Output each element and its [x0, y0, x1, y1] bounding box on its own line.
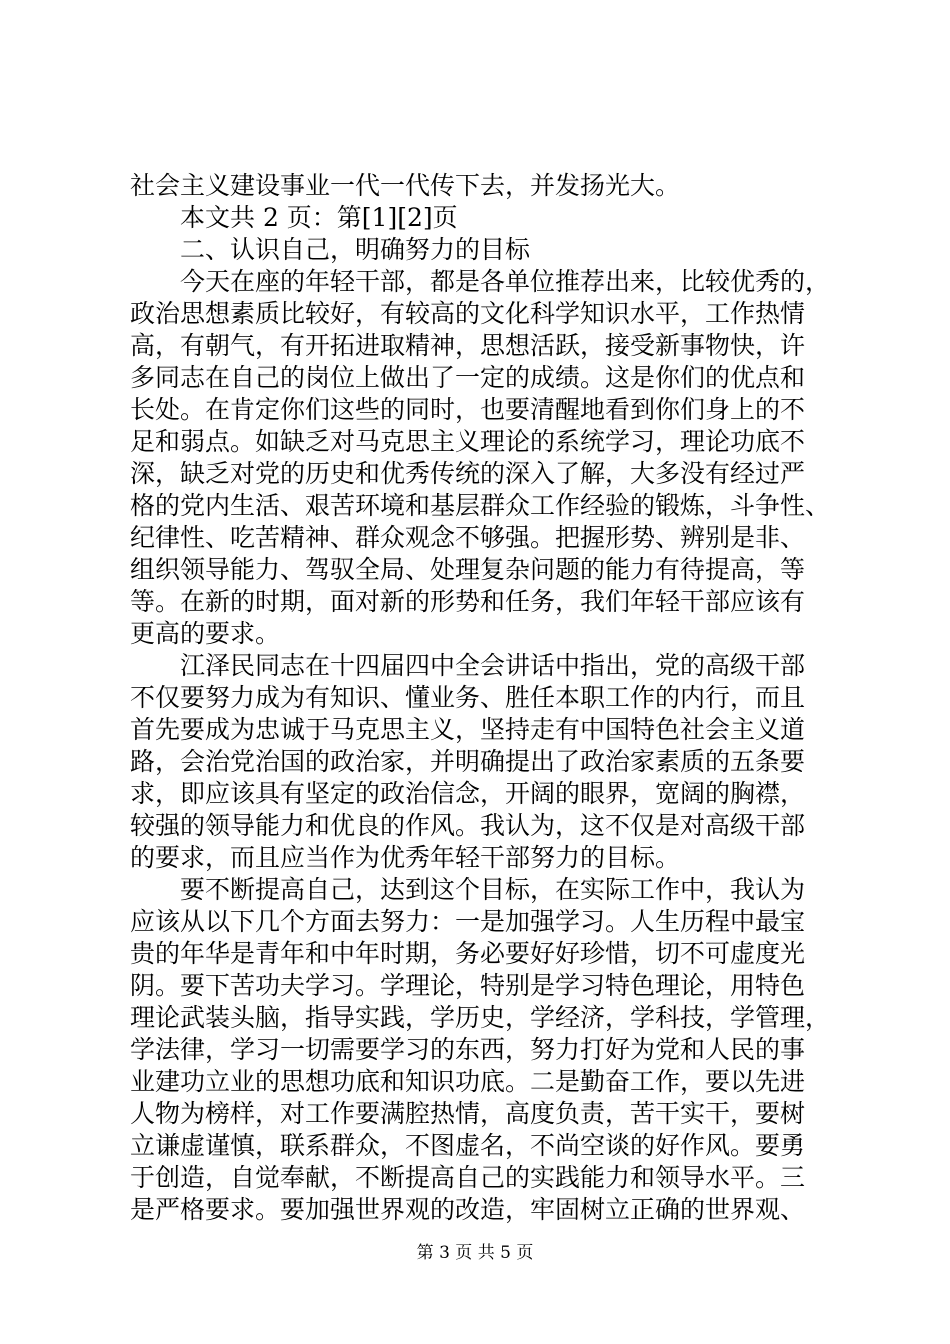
text-line: 理论武装头脑，指导实践，学历史，学经济，学科技，学管理，	[130, 1003, 830, 1032]
text-line: 二、认识自己，明确努力的目标	[180, 235, 531, 264]
text-line: 人物为榜样，对工作要满腔热情，高度负责，苦干实干，要树	[130, 1099, 806, 1128]
text-line: 高，有朝气，有开拓进取精神，思想活跃，接受新事物快，许	[130, 331, 806, 360]
text-line: 等。在新的时期，面对新的形势和任务，我们年轻干部应该有	[130, 587, 806, 616]
text-line: 贵的年华是青年和中年时期，务必要好好珍惜，切不可虚度光	[130, 939, 806, 968]
text-line: 江泽民同志在十四届四中全会讲话中指出，党的高级干部	[180, 651, 806, 680]
text-line: 要不断提高自己，达到这个目标，在实际工作中，我认为	[180, 875, 806, 904]
text-line: 较强的领导能力和优良的作风。我认为，这不仅是对高级干部	[130, 811, 806, 840]
text-line: 长处。在肯定你们这些的同时，也要清醒地看到你们身上的不	[130, 395, 806, 424]
text-line: 足和弱点。如缺乏对马克思主义理论的系统学习，理论功底不	[130, 427, 806, 456]
text-line: 的要求，而且应当作为优秀年轻干部努力的目标。	[130, 843, 681, 872]
text-line: 应该从以下几个方面去努力：一是加强学习。人生历程中最宝	[130, 907, 806, 936]
text-line: 是严格要求。要加强世界观的改造，牢固树立正确的世界观、	[130, 1195, 806, 1224]
text-line: 政治思想素质比较好，有较高的文化科学知识水平，工作热情	[130, 299, 806, 328]
text-line: 首先要成为忠诚于马克思主义，坚持走有中国特色社会主义道	[130, 715, 806, 744]
text-line: 纪律性、吃苦精神、群众观念不够强。把握形势、辨别是非、	[130, 523, 806, 552]
document-body	[130, 170, 830, 1226]
text-line: 深，缺乏对党的历史和优秀传统的深入了解，大多没有经过严	[130, 459, 806, 488]
page-footer	[0, 1242, 950, 1264]
text-line: 格的党内生活、艰苦环境和基层群众工作经验的锻炼，斗争性、	[130, 491, 830, 520]
text-line: 组织领导能力、驾驭全局、处理复杂问题的能力有待提高，等	[130, 555, 806, 584]
text-line: 更高的要求。	[130, 619, 281, 648]
text-line: 学法律，学习一切需要学习的东西，努力打好为党和人民的事	[130, 1035, 806, 1064]
text-line: 于创造，自觉奉献，不断提高自己的实践能力和领导水平。三	[130, 1163, 806, 1192]
text-line: 业建功立业的思想功底和知识功底。二是勤奋工作，要以先进	[130, 1067, 806, 1096]
text-line: 立谦虚谨慎，联系群众，不图虚名，不尚空谈的好作风。要勇	[130, 1131, 806, 1160]
page-number-label: 第 3 页 共 5 页	[416, 1243, 534, 1263]
text-line: 路，会治党治国的政治家，并明确提出了政治家素质的五条要	[130, 747, 806, 776]
text-line: 不仅要努力成为有知识、懂业务、胜任本职工作的内行，而且	[130, 683, 806, 712]
text-line: 今天在座的年轻干部，都是各单位推荐出来，比较优秀的，	[180, 267, 830, 296]
text-line: 求，即应该具有坚定的政治信念，开阔的眼界，宽阔的胸襟，	[130, 779, 806, 808]
text-line: 阴。要下苦功夫学习。学理论，特别是学习特色理论，用特色	[130, 971, 806, 1000]
text-line: 本文共 2 页：第[1][2]页	[180, 203, 458, 232]
text-line: 社会主义建设事业一代一代传下去，并发扬光大。	[130, 171, 681, 200]
text-line: 多同志在自己的岗位上做出了一定的成绩。这是你们的优点和	[130, 363, 806, 392]
